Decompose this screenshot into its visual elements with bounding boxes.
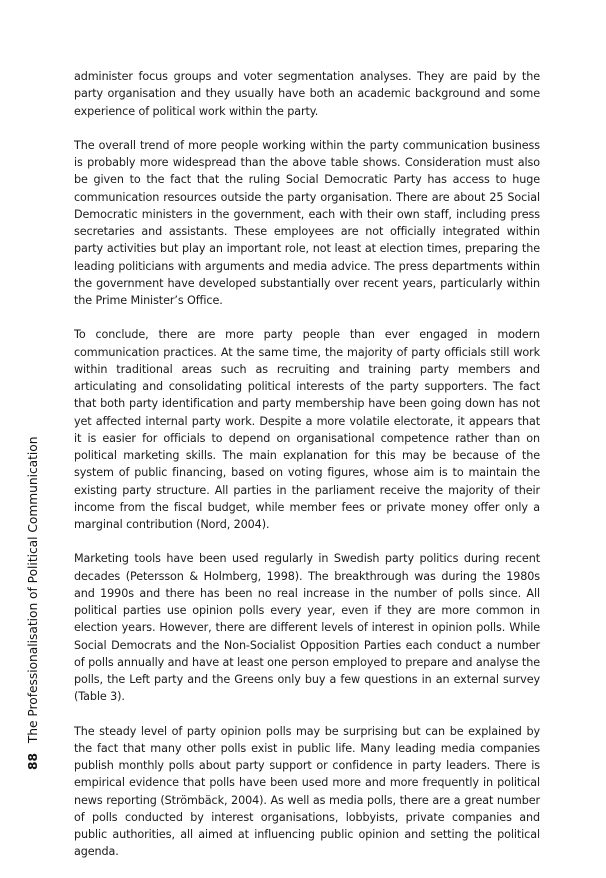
page-number: 88: [26, 753, 40, 770]
body-text: [74, 68, 540, 878]
paragraph-1: administer focus groups and voter segmentation analyses. They are paid by the party organisation and they usually have both an academic background and some experience of political work within the party.: [74, 70, 540, 118]
running-title: The Professionalisation of Political Communication: [26, 436, 40, 744]
paragraph-3: To conclude, there are more party people than ever engaged in modern communication practices. At the same time, the majority of party officials still work within traditional areas such as recruiting and training party members and articulating and consolidating political interests of the party supporters. The fact that both party identification and party membership have been going down has not yet affected internal party work. Despite a more volatile electorate, it appears that it is easier for officials to depend on organisational competence rather than on political marketing skills. The main explanation for this may be because of the system of public financing, based on voting figures, whose aim is to maintain the existing party structure. All parties in the parliament receive the majority of their income from the fiscal budget, while member fees or private money offer only a marginal contribution (Nord, 2004).: [74, 328, 540, 531]
paragraph-5: The steady level of party opinion polls may be surprising but can be explained by the fact that many other polls exist in public life. Many leading media companies publish monthly polls about party support or confidence in party leaders. There is empirical evidence that polls have been used more and more frequently in political news reporting (Strömbäck, 2004). As well as media polls, there are a great number of polls conducted by interest organisations, lobbyists, private companies and public authorities, all aimed at influencing public opinion and setting the political agenda.: [74, 724, 540, 859]
paragraph-4: Marketing tools have been used regularly in Swedish party politics during recent decades (Petersson & Holmberg, 1998). The breakthrough was during the 1980s and 1990s and there has been no real increase in the number of polls since. All political parties use opinion polls every year, even if they are more common in election years. However, there are different levels of interest in opinion polls. While Social Democrats and the Non-Socialist Opposition Parties each conduct a number of polls annually and have at least one person employed to prepare and analyse the polls, the Left party and the Greens only buy a few questions in an external survey (Table 3).: [74, 552, 540, 704]
running-header: [26, 437, 40, 770]
paragraph-2: The overall trend of more people working within the party communication business is probably more widespread than the above table shows. Consideration must also be given to the fact that the ruling Social Democratic Party has access to huge communication resources outside the party organisation. There are about 25 Social Democratic ministers in the government, each with their own staff, including press secretaries and assistants. These employees are not officially integrated within party activities but play an important role, not least at election times, preparing the leading politicians with arguments and media advice. The press departments within the government have developed substantially over recent years, particularly within the Prime Minister’s Office.: [74, 138, 540, 307]
